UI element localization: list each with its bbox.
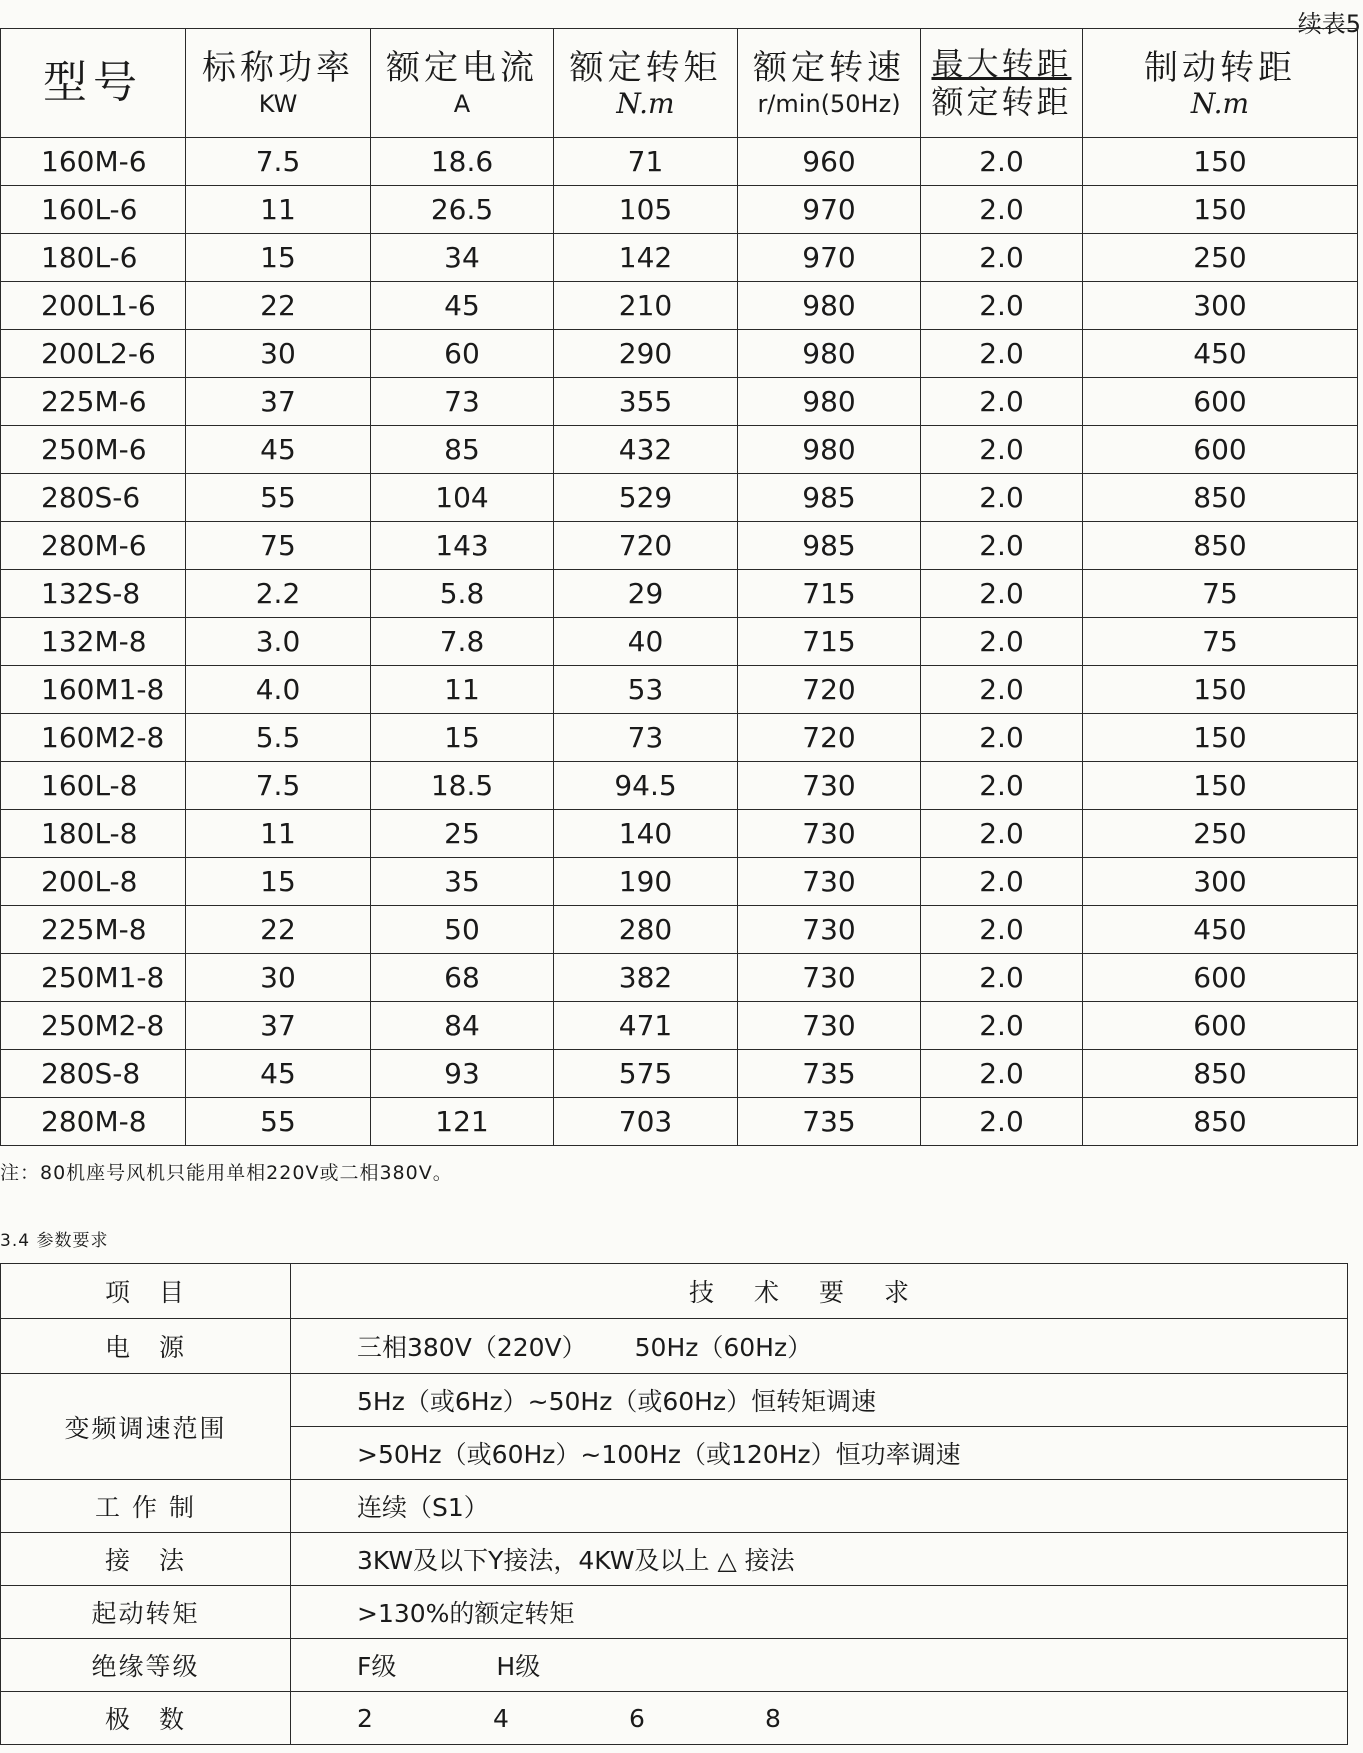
cell-torque: 382 (554, 954, 738, 1002)
motor-spec-table (0, 28, 1358, 1146)
cell-model: 200L2-6 (1, 330, 186, 378)
cell-torque-ratio: 2.0 (921, 1098, 1083, 1146)
param-row-start-torque (1, 1586, 1348, 1639)
col-header-current: 额定电流 A (371, 29, 554, 138)
cell-torque: 280 (554, 906, 738, 954)
cell-brake-torque: 150 (1083, 714, 1358, 762)
cell-model: 280M-6 (1, 522, 186, 570)
cell-speed: 970 (738, 234, 921, 282)
cell-power: 37 (186, 378, 371, 426)
cell-power: 7.5 (186, 138, 371, 186)
insulation-class-f: F级 (357, 1652, 397, 1681)
cell-power: 30 (186, 954, 371, 1002)
pole-count: 6 (629, 1703, 645, 1733)
cell-current: 85 (371, 426, 554, 474)
cell-model: 250M2-8 (1, 1002, 186, 1050)
cell-power: 45 (186, 426, 371, 474)
cell-model: 160M-6 (1, 138, 186, 186)
cell-current: 104 (371, 474, 554, 522)
cell-brake-torque: 300 (1083, 282, 1358, 330)
cell-torque-ratio: 2.0 (921, 1050, 1083, 1098)
spec-header-row (1, 29, 1358, 138)
spec-row (1, 186, 1358, 234)
cell-torque-ratio: 2.0 (921, 330, 1083, 378)
cell-model: 132M-8 (1, 618, 186, 666)
cell-torque-ratio: 2.0 (921, 186, 1083, 234)
cell-current: 84 (371, 1002, 554, 1050)
param-label-power: 电 源 (1, 1319, 291, 1374)
cell-current: 26.5 (371, 186, 554, 234)
cell-torque: 142 (554, 234, 738, 282)
cell-speed: 980 (738, 282, 921, 330)
cell-current: 7.8 (371, 618, 554, 666)
param-row-insulation (1, 1639, 1348, 1692)
cell-model: 160L-6 (1, 186, 186, 234)
cell-model: 180L-6 (1, 234, 186, 282)
cell-speed: 960 (738, 138, 921, 186)
cell-brake-torque: 150 (1083, 138, 1358, 186)
cell-current: 143 (371, 522, 554, 570)
cell-speed: 735 (738, 1098, 921, 1146)
cell-current: 60 (371, 330, 554, 378)
cell-power: 37 (186, 1002, 371, 1050)
cell-current: 45 (371, 282, 554, 330)
cell-torque-ratio: 2.0 (921, 762, 1083, 810)
cell-model: 160M1-8 (1, 666, 186, 714)
cell-model: 160L-8 (1, 762, 186, 810)
param-value-insulation (291, 1639, 1348, 1692)
cell-torque-ratio: 2.0 (921, 426, 1083, 474)
speed-unit: r/min(50Hz) (757, 90, 901, 118)
param-value-poles (291, 1692, 1348, 1745)
cell-current: 11 (371, 666, 554, 714)
cell-torque: 210 (554, 282, 738, 330)
col-header-speed: 额定转速 r/min(50Hz) (738, 29, 921, 138)
param-label-connection: 接 法 (1, 1533, 291, 1586)
cell-speed: 980 (738, 378, 921, 426)
param-value-freq-1: 5Hz（或6Hz）~50Hz（或60Hz）恒转矩调速 (291, 1374, 1348, 1427)
spec-row (1, 1002, 1358, 1050)
cell-torque: 73 (554, 714, 738, 762)
cell-speed: 730 (738, 858, 921, 906)
cell-torque: 355 (554, 378, 738, 426)
parameter-table (0, 1263, 1348, 1745)
power-frequency: 50Hz（60Hz） (634, 1333, 813, 1362)
cell-torque-ratio: 2.0 (921, 522, 1083, 570)
cell-power: 75 (186, 522, 371, 570)
brake-unit: N.m (1190, 87, 1250, 120)
cell-current: 34 (371, 234, 554, 282)
spec-row (1, 954, 1358, 1002)
spec-row (1, 762, 1358, 810)
cell-model: 280S-8 (1, 1050, 186, 1098)
param-label-duty: 工 作 制 (1, 1480, 291, 1533)
spec-row (1, 474, 1358, 522)
spec-table-body (1, 138, 1358, 1146)
cell-brake-torque: 250 (1083, 234, 1358, 282)
cell-torque: 471 (554, 1002, 738, 1050)
pole-count: 8 (765, 1703, 781, 1733)
cell-brake-torque: 75 (1083, 618, 1358, 666)
cell-brake-torque: 300 (1083, 858, 1358, 906)
cell-current: 35 (371, 858, 554, 906)
spec-row (1, 282, 1358, 330)
cell-torque: 29 (554, 570, 738, 618)
cell-model: 200L-8 (1, 858, 186, 906)
cell-power: 30 (186, 330, 371, 378)
cell-power: 4.0 (186, 666, 371, 714)
cell-speed: 970 (738, 186, 921, 234)
cell-current: 25 (371, 810, 554, 858)
spec-row (1, 330, 1358, 378)
cell-torque: 720 (554, 522, 738, 570)
param-value-duty: 连续（S1） (291, 1480, 1348, 1533)
ratio-denominator: 额定转距 (931, 83, 1072, 121)
col-header-power: 标称功率 KW (186, 29, 371, 138)
spec-row (1, 1098, 1358, 1146)
cell-torque: 140 (554, 810, 738, 858)
cell-brake-torque: 250 (1083, 810, 1358, 858)
torque-unit: N.m (616, 87, 675, 120)
cell-power: 15 (186, 858, 371, 906)
cell-torque: 575 (554, 1050, 738, 1098)
cell-brake-torque: 150 (1083, 666, 1358, 714)
cell-torque: 529 (554, 474, 738, 522)
cell-model: 250M1-8 (1, 954, 186, 1002)
pole-count: 4 (493, 1703, 509, 1733)
param-label-poles: 极 数 (1, 1692, 291, 1745)
current-unit: A (453, 90, 471, 118)
cell-torque: 190 (554, 858, 738, 906)
cell-model: 225M-8 (1, 906, 186, 954)
col-header-torque-ratio (921, 29, 1083, 138)
cell-speed: 980 (738, 426, 921, 474)
cell-model: 280S-6 (1, 474, 186, 522)
cell-model: 200L1-6 (1, 282, 186, 330)
param-row-duty (1, 1480, 1348, 1533)
cell-brake-torque: 450 (1083, 330, 1358, 378)
cell-torque: 53 (554, 666, 738, 714)
cell-model: 180L-8 (1, 810, 186, 858)
cell-power: 22 (186, 906, 371, 954)
cell-model: 250M-6 (1, 426, 186, 474)
cell-torque: 432 (554, 426, 738, 474)
cell-power: 22 (186, 282, 371, 330)
cell-brake-torque: 850 (1083, 1050, 1358, 1098)
cell-power: 5.5 (186, 714, 371, 762)
spec-row (1, 138, 1358, 186)
param-value-freq-2: >50Hz（或60Hz）~100Hz（或120Hz）恒功率调速 (291, 1427, 1348, 1480)
cell-speed: 730 (738, 1002, 921, 1050)
param-row-poles (1, 1692, 1348, 1745)
cell-power: 2.2 (186, 570, 371, 618)
cell-torque-ratio: 2.0 (921, 378, 1083, 426)
cell-torque-ratio: 2.0 (921, 570, 1083, 618)
cell-brake-torque: 600 (1083, 954, 1358, 1002)
insulation-class-h: H级 (496, 1652, 541, 1681)
cell-model: 160M2-8 (1, 714, 186, 762)
spec-row (1, 1050, 1358, 1098)
spec-row (1, 666, 1358, 714)
cell-power: 11 (186, 810, 371, 858)
ratio-numerator: 最大转距 (931, 45, 1072, 83)
cell-speed: 730 (738, 906, 921, 954)
continued-table-label: 续表5 (1297, 10, 1361, 38)
col-header-torque: 额定转矩 N.m (554, 29, 738, 138)
cell-current: 93 (371, 1050, 554, 1098)
cell-speed: 715 (738, 618, 921, 666)
spec-row (1, 426, 1358, 474)
cell-torque: 40 (554, 618, 738, 666)
cell-current: 50 (371, 906, 554, 954)
cell-torque-ratio: 2.0 (921, 282, 1083, 330)
param-row-power (1, 1319, 1348, 1374)
cell-speed: 985 (738, 474, 921, 522)
cell-current: 5.8 (371, 570, 554, 618)
cell-power: 11 (186, 186, 371, 234)
cell-speed: 720 (738, 666, 921, 714)
param-label-freq: 变频调速范围 (1, 1374, 291, 1480)
cell-torque-ratio: 2.0 (921, 618, 1083, 666)
param-header-requirement: 技术要求 (291, 1264, 1348, 1319)
param-row-freq-1 (1, 1374, 1348, 1427)
cell-brake-torque: 600 (1083, 426, 1358, 474)
cell-model: 225M-6 (1, 378, 186, 426)
cell-brake-torque: 850 (1083, 474, 1358, 522)
cell-torque-ratio: 2.0 (921, 906, 1083, 954)
cell-speed: 980 (738, 330, 921, 378)
power-unit: KW (258, 90, 298, 118)
cell-torque-ratio: 2.0 (921, 714, 1083, 762)
cell-torque-ratio: 2.0 (921, 1002, 1083, 1050)
cell-brake-torque: 850 (1083, 522, 1358, 570)
cell-brake-torque: 150 (1083, 762, 1358, 810)
cell-power: 7.5 (186, 762, 371, 810)
cell-torque-ratio: 2.0 (921, 954, 1083, 1002)
cell-brake-torque: 450 (1083, 906, 1358, 954)
section-heading: 3.4 参数要求 (0, 1231, 109, 1251)
cell-torque: 703 (554, 1098, 738, 1146)
spec-row (1, 858, 1358, 906)
pole-count: 2 (357, 1703, 373, 1733)
spec-row (1, 618, 1358, 666)
cell-power: 55 (186, 474, 371, 522)
cell-speed: 985 (738, 522, 921, 570)
cell-torque-ratio: 2.0 (921, 810, 1083, 858)
param-header-row (1, 1264, 1348, 1319)
cell-power: 15 (186, 234, 371, 282)
cell-model: 132S-8 (1, 570, 186, 618)
cell-current: 68 (371, 954, 554, 1002)
cell-torque-ratio: 2.0 (921, 234, 1083, 282)
cell-torque: 290 (554, 330, 738, 378)
spec-row (1, 906, 1358, 954)
param-value-start-torque: >130%的额定转矩 (291, 1586, 1348, 1639)
param-value-connection: 3KW及以下Y接法，4KW及以上 △ 接法 (291, 1533, 1348, 1586)
cell-torque-ratio: 2.0 (921, 474, 1083, 522)
cell-brake-torque: 850 (1083, 1098, 1358, 1146)
cell-brake-torque: 75 (1083, 570, 1358, 618)
col-header-model: 型号 (1, 29, 186, 138)
spec-row (1, 570, 1358, 618)
spec-row (1, 810, 1358, 858)
param-label-insulation: 绝缘等级 (1, 1639, 291, 1692)
cell-speed: 730 (738, 762, 921, 810)
cell-brake-torque: 600 (1083, 378, 1358, 426)
cell-current: 15 (371, 714, 554, 762)
spec-row (1, 378, 1358, 426)
cell-speed: 730 (738, 810, 921, 858)
cell-speed: 720 (738, 714, 921, 762)
footnote: 注：80机座号风机只能用单相220V或二相380V。 (0, 1162, 453, 1184)
cell-brake-torque: 150 (1083, 186, 1358, 234)
spec-row (1, 234, 1358, 282)
param-label-start-torque: 起动转矩 (1, 1586, 291, 1639)
cell-speed: 730 (738, 954, 921, 1002)
cell-power: 3.0 (186, 618, 371, 666)
param-value-power (291, 1319, 1348, 1374)
cell-current: 18.5 (371, 762, 554, 810)
cell-torque-ratio: 2.0 (921, 858, 1083, 906)
cell-current: 121 (371, 1098, 554, 1146)
cell-speed: 735 (738, 1050, 921, 1098)
cell-torque-ratio: 2.0 (921, 666, 1083, 714)
cell-current: 73 (371, 378, 554, 426)
cell-torque: 94.5 (554, 762, 738, 810)
cell-brake-torque: 600 (1083, 1002, 1358, 1050)
cell-power: 55 (186, 1098, 371, 1146)
param-row-connection (1, 1533, 1348, 1586)
cell-torque: 105 (554, 186, 738, 234)
spec-row (1, 714, 1358, 762)
power-voltage: 三相380V（220V） (357, 1333, 587, 1362)
cell-power: 45 (186, 1050, 371, 1098)
cell-model: 280M-8 (1, 1098, 186, 1146)
cell-torque-ratio: 2.0 (921, 138, 1083, 186)
cell-torque: 71 (554, 138, 738, 186)
cell-speed: 715 (738, 570, 921, 618)
col-header-brake-torque: 制动转距 N.m (1083, 29, 1358, 138)
param-header-item: 项 目 (1, 1264, 291, 1319)
spec-row (1, 522, 1358, 570)
cell-current: 18.6 (371, 138, 554, 186)
